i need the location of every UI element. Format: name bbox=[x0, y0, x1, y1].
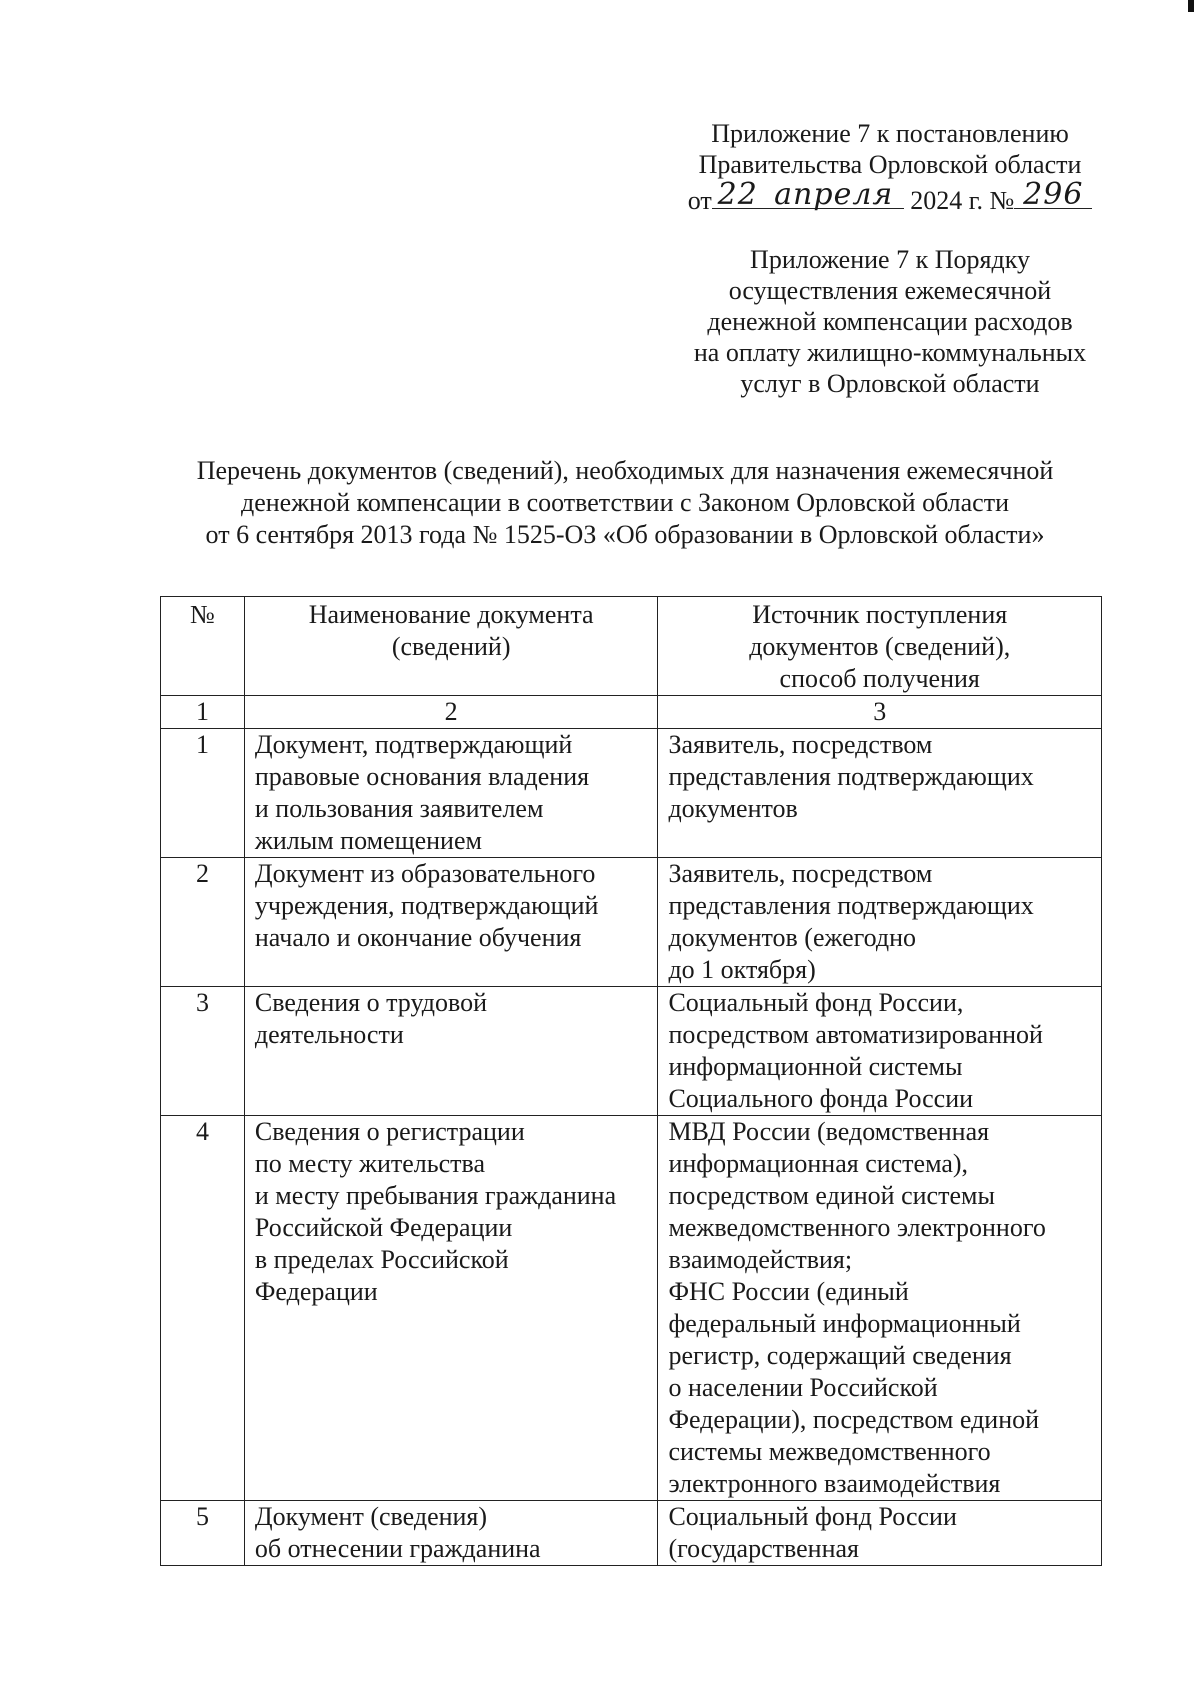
column-number-cell: 1 bbox=[161, 696, 245, 729]
column-numbers-row bbox=[161, 696, 1102, 729]
row-source: Заявитель, посредством представления подтверждающих документов bbox=[658, 729, 1102, 858]
approval-header bbox=[660, 118, 1120, 216]
column-number-cell: 3 bbox=[658, 696, 1102, 729]
row-number: 1 bbox=[161, 729, 245, 858]
date-month-handwritten: апреля bbox=[774, 177, 894, 212]
date-day-field bbox=[712, 177, 764, 212]
table-row bbox=[161, 729, 1102, 858]
annex-line: осуществления ежемесячной bbox=[728, 276, 1052, 305]
documents-table bbox=[160, 596, 1102, 1566]
row-document-name: Документ из образовательного учреждения, подтверждающий начало и окончание обучения bbox=[244, 858, 658, 987]
column-number-cell: 2 bbox=[244, 696, 658, 729]
table-header-row bbox=[161, 597, 1102, 696]
row-number: 2 bbox=[161, 858, 245, 987]
header-document-name: Наименование документа (сведений) bbox=[244, 597, 658, 696]
row-number: 5 bbox=[161, 1501, 245, 1566]
row-source: МВД России (ведомственная информационная система), посредством единой системы межведомственного электронного взаимодействия; ФНС России (единый федеральный информационный регистр, содержащий сведения о населении Российской Федерации), посредством единой системы межведомственного электронного взаимодействия bbox=[658, 1116, 1102, 1501]
list-title-line: Перечень документов (сведений), необходимых для назначения ежемесячной bbox=[196, 456, 1054, 485]
row-source: Социальный фонд России (государственная bbox=[658, 1501, 1102, 1566]
list-title bbox=[150, 455, 1100, 551]
list-title-line: от 6 сентября 2013 года № 1525-ОЗ «Об образовании в Орловской области» bbox=[205, 520, 1045, 549]
annex-line: на оплату жилищно-коммунальных bbox=[693, 338, 1087, 367]
row-document-name: Сведения о регистрации по месту жительства и месту пребывания гражданина Российской Федерации в пределах Российской Федерации bbox=[244, 1116, 658, 1501]
row-number: 4 bbox=[161, 1116, 245, 1501]
date-month-field bbox=[764, 177, 904, 212]
annex-line: услуг в Орловской области bbox=[740, 369, 1040, 398]
table-row bbox=[161, 858, 1102, 987]
row-number: 3 bbox=[161, 987, 245, 1116]
table-row bbox=[161, 1501, 1102, 1566]
scan-corner-mark bbox=[1188, 0, 1194, 12]
approval-prefix-ot: от bbox=[687, 186, 712, 215]
row-source: Заявитель, посредством представления подтверждающих документов (ежегодно до 1 октября) bbox=[658, 858, 1102, 987]
row-source: Социальный фонд России, посредством автоматизированной информационной системы Социального фонда России bbox=[658, 987, 1102, 1116]
date-day-handwritten: 22 bbox=[717, 177, 758, 212]
annex-header bbox=[660, 244, 1120, 399]
resolution-number-field bbox=[1014, 177, 1092, 212]
row-document-name: Сведения о трудовой деятельности bbox=[244, 987, 658, 1116]
annex-line: денежной компенсации расходов bbox=[707, 307, 1073, 336]
row-document-name: Документ, подтверждающий правовые основания владения и пользования заявителем жилым помещением bbox=[244, 729, 658, 858]
approval-year-text: 2024 г. № bbox=[910, 186, 1015, 215]
approval-date-line bbox=[660, 177, 1120, 216]
resolution-number-handwritten: 296 bbox=[1023, 177, 1084, 212]
row-document-name: Документ (сведения) об отнесении гражданина bbox=[244, 1501, 658, 1566]
header-source: Источник поступления документов (сведений), способ получения bbox=[658, 597, 1102, 696]
approval-line-1: Приложение 7 к постановлению bbox=[711, 119, 1069, 148]
header-number: № bbox=[161, 597, 245, 696]
list-title-line: денежной компенсации в соответствии с Законом Орловской области bbox=[241, 488, 1009, 517]
table-row bbox=[161, 987, 1102, 1116]
approval-line-2: Правительства Орловской области bbox=[698, 150, 1082, 179]
annex-line: Приложение 7 к Порядку bbox=[750, 245, 1030, 274]
table-row bbox=[161, 1116, 1102, 1501]
